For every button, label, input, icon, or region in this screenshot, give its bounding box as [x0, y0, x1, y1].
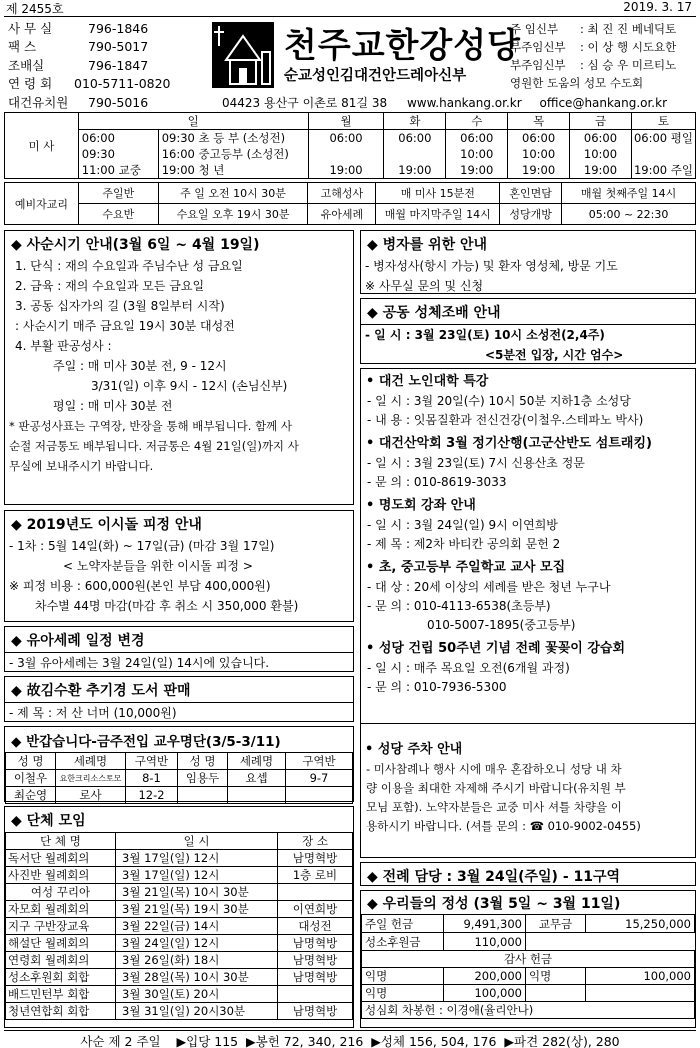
communion-line: - 일 시 : 3월 23일(토) 10시 소성전(2,4주): [365, 328, 605, 342]
book-sale-title: ◆ 故김수환 추기경 도서 판매: [5, 677, 353, 703]
contact-value: 796-1846: [88, 21, 149, 36]
clergy-name: 최 진 진 베네딕토: [587, 22, 677, 36]
devotion-cell: 매월 마지막주일 14시: [376, 204, 500, 225]
notice-line: - 일 시 : 3월 23일(토) 7시 신용산초 정문: [367, 456, 585, 470]
devotion-cell: 수요반: [78, 204, 158, 225]
day-wed: 수: [446, 113, 508, 130]
mass-time: 06:00: [384, 130, 446, 147]
liturgy-box: [360, 862, 696, 886]
clergy-label: 부주임신부: [510, 58, 566, 72]
notice-line: - 대 상 : 20세 이상의 세례를 받은 청년 누구나: [367, 580, 611, 594]
devotion-cell: 05:00 ~ 22:30: [562, 204, 696, 225]
newcomers-box: [4, 726, 354, 802]
retreat-box: [4, 510, 354, 622]
group-time: 3월 28일(목) 10시 30분: [116, 969, 278, 986]
group-place: 남명혁방: [278, 1003, 353, 1020]
clergy-name: 심 승 우 미르티노: [587, 58, 677, 72]
retreat-line: ※ 피정 비용 : 600,000원(본인 부담 400,000원): [9, 579, 271, 593]
website-link[interactable]: www.hankang.or.kr: [406, 96, 522, 110]
lent-note: * 판공성사표는 구역장, 반장을 통해 배부됩니다. 함께 사: [9, 419, 293, 433]
sunday-offering-value: 9,491,300: [444, 915, 526, 933]
table-row: [6, 770, 353, 787]
church-logo: [212, 22, 274, 88]
offerings-box: [360, 890, 696, 1028]
group-name: 자모회 월례회의: [6, 901, 116, 918]
mass-time: 06:00: [446, 130, 508, 147]
notice-title: • 대건산악회 3월 정기산행(고군산반도 섬트래킹): [366, 436, 652, 451]
mass-note: 19:00 청 년: [158, 162, 308, 179]
newcomer-baptismal-name: 요셉: [228, 770, 286, 787]
lent-line: 3. 공동 십자가의 길 (3월 8일부터 시작): [15, 299, 225, 313]
devotion-cell: 수요일 오후 19시 30분: [158, 204, 308, 225]
group-name: 성소후원회 회합: [6, 969, 116, 986]
group-time: 3월 30일(토) 20시: [116, 986, 278, 1003]
group-place: [278, 884, 353, 901]
notice-title: • 성당 주차 안내: [365, 742, 463, 757]
mass-time: 06:00: [308, 130, 384, 147]
retreat-line: - 1차 : 5월 14일(화) ~ 17일(금) (마감 3월 17일): [9, 539, 275, 553]
group-name: 사진반 월례회의: [6, 867, 116, 884]
address-line: [222, 94, 667, 111]
day-tue: 화: [384, 113, 446, 130]
sick-line: - 병자성사(항시 가능) 및 환자 영성체, 방문 기도: [365, 259, 618, 273]
devotion-cell: 주일반: [78, 183, 158, 204]
clergy-label: 부주임신부: [510, 40, 566, 54]
notice-line: 량 이용을 최대한 자제해 주시기 바랍니다(유치원 부: [366, 781, 626, 795]
devotion-cell: 매월 첫째주일 14시: [562, 183, 696, 204]
devotion-cell: 유아세례: [308, 204, 376, 225]
vocation-value: 110,000: [444, 933, 526, 951]
groups-table: [5, 832, 353, 1020]
issue-number: 제 2455호: [6, 2, 64, 16]
footer-rule: [4, 1030, 696, 1031]
contact-label: 사 무 실: [8, 21, 53, 36]
liturgy-title: ◆ 전례 담당 : 3월 24일(주일) - 11구역: [367, 869, 621, 885]
newcomers-header: 세례명: [56, 753, 126, 770]
notice-line: - 일 시 : 매주 목요일 오전(6개월 과정): [367, 661, 570, 675]
notice-line: - 문 의 : 010-4113-6538(초등부): [367, 599, 551, 613]
groups-box: [4, 806, 354, 1028]
devotion-cell: 매 미사 15분전: [376, 183, 500, 204]
day-fri: 금: [570, 113, 632, 130]
group-place: 남명혁방: [278, 969, 353, 986]
mass-time: 06:00: [508, 130, 570, 147]
contact-label: 연 령 회: [8, 76, 53, 92]
lent-note: 무실에 보내주시기 바랍니다.: [9, 459, 154, 473]
lent-line: 주일 : 매 미사 30분 전, 9 - 12시: [53, 359, 227, 373]
communion-note: <5분전 입장, 시간 엄수>: [485, 348, 624, 362]
lent-box: [4, 230, 354, 505]
table-row: [6, 986, 353, 1003]
notice-line: - 문 의 : 010-7936-5300: [367, 680, 507, 694]
baptism-title: ◆ 유아세례 일정 변경: [5, 627, 353, 653]
notice-title: • 초, 중고등부 주일학교 교사 모집: [366, 560, 566, 575]
clergy-label: 주 임신부: [510, 22, 559, 36]
mass-time: 19:00 주일: [631, 162, 695, 179]
church-icon: [212, 22, 274, 88]
contact-value: 796-1847: [88, 57, 149, 73]
mass-time: 11:00 교중: [78, 162, 158, 179]
newcomer-name: [178, 787, 228, 804]
notice-line: - 내 용 : 잇몸질환과 전신건강(이철우.스테파노 박사): [367, 413, 644, 427]
group-time: 3월 24일(일) 12시: [116, 935, 278, 952]
donor-amount: 200,000: [444, 968, 526, 985]
issue-date: 2019. 3. 17: [623, 0, 692, 14]
group-name: 배드민턴부 회합: [6, 986, 116, 1003]
group-time: 3월 17일(일) 12시: [116, 850, 278, 867]
mass-time: 10:00: [570, 146, 632, 162]
group-time: 3월 22일(금) 14시: [116, 918, 278, 935]
newcomers-table: [5, 752, 353, 804]
parish-name: 천주교한강성당: [284, 26, 521, 66]
groups-header: 단 체 명: [6, 833, 116, 850]
lent-title: ◆ 사순시기 안내(3월 6일 ~ 4월 19일): [11, 237, 260, 253]
catechumen-label: 예비자교리: [5, 183, 79, 225]
donor-amount: 100,000: [586, 968, 695, 985]
donor-name: 익명: [362, 985, 444, 1002]
newcomer-name: 최순영: [6, 787, 56, 804]
mass-time: [384, 146, 446, 162]
clergy-order: 영원한 도움의 성모 수도회: [510, 76, 644, 90]
offerings-table: [361, 914, 695, 1019]
devotion-cell: 혼인면담: [500, 183, 562, 204]
sick-line: ※ 사무실 문의 및 신청: [365, 279, 484, 293]
day-sunday: 일: [78, 113, 308, 130]
address: 04423 용산구 이촌로 81길 38: [222, 96, 388, 110]
lent-line: 3/31(일) 이후 9시 - 12시 (손님신부): [91, 379, 288, 393]
devotion-cell: 고해성사: [308, 183, 376, 204]
contact-list: [8, 20, 198, 112]
mass-time: 09:30: [78, 146, 158, 162]
notice-title: • 성당 건립 50주년 기념 전례 꽃꽂이 강습회: [366, 641, 626, 656]
tithe-label: 교무금: [526, 915, 586, 933]
clergy-list: 주 임신부 : 최 진 진 베네딕토 부주임신부 : 이 상 행 시도요한 부주임신부 : 심 승 우 미르티노 영원한 도움의 성모 수도회: [510, 22, 677, 90]
retreat-line: < 노약자분들을 위한 이시돌 피정 >: [63, 559, 253, 573]
newcomers-header: 성 명: [178, 753, 228, 770]
group-place: 1층 로비: [278, 867, 353, 884]
table-row: [6, 901, 353, 918]
mass-time: 06:00 평일: [631, 130, 695, 147]
group-name: 여성 꾸리아: [6, 884, 116, 901]
right-column-frame: [360, 724, 696, 858]
mass-time: 10:00: [508, 146, 570, 162]
group-place: 남명혁방: [278, 935, 353, 952]
tithe-value: 15,250,000: [586, 915, 695, 933]
retreat-title: ◆ 2019년도 이시돌 피정 안내: [11, 517, 202, 533]
group-time: 3월 17일(일) 12시: [116, 867, 278, 884]
contact-value: 790-5016: [88, 94, 149, 110]
book-sale-box: [4, 676, 354, 722]
newcomer-baptismal-name: 요한크리소스토모: [56, 770, 126, 787]
notice-line: 010-5007-1895(중고등부): [427, 618, 576, 632]
donor-name: 익명: [362, 968, 444, 985]
newcomers-header: 세례명: [228, 753, 286, 770]
group-name: 해설단 월례회의: [6, 935, 116, 952]
newcomer-district: 8-1: [126, 770, 178, 787]
email-link[interactable]: office@hankang.or.kr: [539, 96, 668, 110]
group-name: 지구 구반장교육: [6, 918, 116, 935]
contact-label: 조배실: [8, 57, 45, 73]
mass-time: 19:00: [308, 162, 384, 179]
mass-label: 미 사: [5, 113, 79, 179]
table-row: [6, 918, 353, 935]
newcomer-baptismal-name: [228, 787, 286, 804]
group-place: [278, 986, 353, 1003]
communion-title: ◆ 공동 성체조배 안내: [361, 299, 695, 325]
lent-line: 1. 단식 : 재의 수요일과 주님수난 성 금요일: [15, 259, 243, 273]
notice-line: 모님 포함). 노약자분들은 교중 미사 셔틀 차량을 이: [366, 800, 622, 814]
clergy-name: 이 상 행 시도요한: [587, 40, 677, 54]
donor-name: 익명: [526, 968, 586, 985]
hymn-footer: 사순 제 2 주일 ▶입당 115 ▶봉헌 72, 340, 216 ▶성체 156, 504, 176 ▶파견 282(상), 280: [80, 1034, 620, 1048]
lent-line: 평일 : 매 미사 30분 전: [53, 399, 173, 413]
table-row: [362, 968, 695, 985]
group-time: 3월 21일(목) 10시 30분: [116, 884, 278, 901]
table-row: [6, 952, 353, 969]
mass-time: [631, 146, 695, 162]
newcomer-district: [286, 787, 353, 804]
lent-line: 4. 부활 판공성사 :: [15, 339, 112, 353]
day-mon: 월: [308, 113, 384, 130]
mass-note: 16:00 중고등부 (소성전): [158, 146, 308, 162]
day-thu: 목: [508, 113, 570, 130]
sick-title: ◆ 병자를 위한 안내: [367, 237, 488, 253]
group-place: 대성전: [278, 918, 353, 935]
table-row: [6, 867, 353, 884]
vocation-label: 성소후원금: [362, 933, 444, 951]
notice-line: - 제 목 : 제2차 바티칸 공의회 문헌 2: [367, 537, 561, 551]
sunday-offering-label: 주일 헌금: [362, 915, 444, 933]
group-name: 독서단 월례회의: [6, 850, 116, 867]
notice-line: - 문 의 : 010-8619-3033: [367, 475, 507, 489]
notice-line: 용하시기 바랍니다. (셔틀 문의 : ☎ 010-9002-0455): [366, 819, 641, 833]
newcomers-header: 구역반: [126, 753, 178, 770]
group-place: 이연희방: [278, 901, 353, 918]
group-time: 3월 31일(일) 20시30분: [116, 1003, 278, 1020]
contact-label: 팩 스: [8, 39, 37, 55]
communion-box: [360, 298, 696, 364]
mass-time: 19:00: [508, 162, 570, 179]
table-row: [6, 787, 353, 804]
group-name: 연령회 월례회의: [6, 952, 116, 969]
offerings-title: ◆ 우리들의 정성 (3월 5일 ~ 3월 11일): [367, 896, 621, 912]
groups-header: 일 시: [116, 833, 278, 850]
donor-amount: 100,000: [444, 985, 526, 1002]
newcomers-header: 성 명: [6, 753, 56, 770]
lent-line: 2. 금육 : 재의 수요일과 모든 금요일: [15, 279, 205, 293]
devotion-table: [4, 182, 696, 225]
group-name: 청년연합회 회합: [6, 1003, 116, 1020]
contact-label: 대건유치원: [8, 94, 69, 110]
notice-line: - 일 시 : 3월 20일(수) 10시 50분 지하1층 소성당: [367, 394, 631, 408]
mass-time: [308, 146, 384, 162]
sick-box: [360, 230, 696, 294]
group-place: 남명혁방: [278, 952, 353, 969]
table-row: [6, 850, 353, 867]
baptism-line: - 3월 유아세례는 3월 24일(일) 14시에 있습니다.: [9, 656, 270, 670]
baptism-box: [4, 626, 354, 672]
newcomer-name: 이철우: [6, 770, 56, 787]
table-row: [6, 935, 353, 952]
mass-schedule-table: [4, 112, 696, 179]
newcomer-baptismal-name: 로사: [56, 787, 126, 804]
groups-header: 장 소: [278, 833, 353, 850]
notice-line: - 일 시 : 3월 24일(일) 9시 이연희방: [367, 518, 558, 532]
newcomer-district: 12-2: [126, 787, 178, 804]
devotion-cell: 주 일 오전 10시 30분: [158, 183, 308, 204]
thanks-offering-label: 감사 헌금: [362, 951, 695, 968]
mass-time: 19:00: [570, 162, 632, 179]
newcomer-district: 9-7: [286, 770, 353, 787]
group-time: 3월 26일(화) 18시: [116, 952, 278, 969]
lent-line: : 사순시기 매주 금요일 19시 30분 대성전: [15, 319, 235, 333]
newcomers-title: ◆ 반갑습니다-금주전입 교우명단(3/5-3/11): [11, 734, 281, 750]
notices-box: [360, 368, 696, 724]
devotion-cell: 성당개방: [500, 204, 562, 225]
mass-time: 06:00: [78, 130, 158, 147]
group-time: 3월 21일(목) 19시 30분: [116, 901, 278, 918]
mass-time: 06:00: [570, 130, 632, 147]
book-sale-line: - 제 목 : 저 산 너머 (10,000원): [9, 706, 177, 720]
patron-saint: 순교성인김대건안드레아신부: [284, 68, 467, 84]
groups-title: ◆ 단체 모임: [11, 813, 86, 829]
newcomer-name: 임용두: [178, 770, 228, 787]
mass-time: 19:00: [384, 162, 446, 179]
table-row: [6, 969, 353, 986]
header-top-rule: [4, 16, 696, 17]
table-row: [6, 884, 353, 901]
mass-time: 19:00: [446, 162, 508, 179]
mass-note: 09:30 초 등 부 (소성전): [158, 130, 308, 147]
mass-time: 10:00: [446, 146, 508, 162]
lent-note: 순절 저금통도 배부됩니다. 저금통은 4월 21일(일)까지 사: [9, 439, 299, 453]
contact-value: 010-5711-0820: [74, 76, 171, 92]
notice-title: • 대건 노인대학 특강: [366, 374, 489, 389]
retreat-line: 차수별 44명 마감(마감 후 취소 시 350,000 환불): [35, 599, 299, 613]
notice-title: • 명도회 강좌 안내: [366, 498, 476, 513]
group-place: 남명혁방: [278, 850, 353, 867]
contact-value: 790-5017: [88, 39, 149, 55]
notice-line: - 미사참례나 행사 시에 매우 혼잡하오니 성당 내 차: [366, 762, 622, 776]
day-sat: 토: [631, 113, 695, 130]
table-row: [362, 985, 695, 1002]
vehicle-offering: 성심회 차봉헌 : 이경애(율리안나): [362, 1002, 695, 1019]
table-row: [6, 1003, 353, 1020]
newcomers-header: 구역반: [286, 753, 353, 770]
